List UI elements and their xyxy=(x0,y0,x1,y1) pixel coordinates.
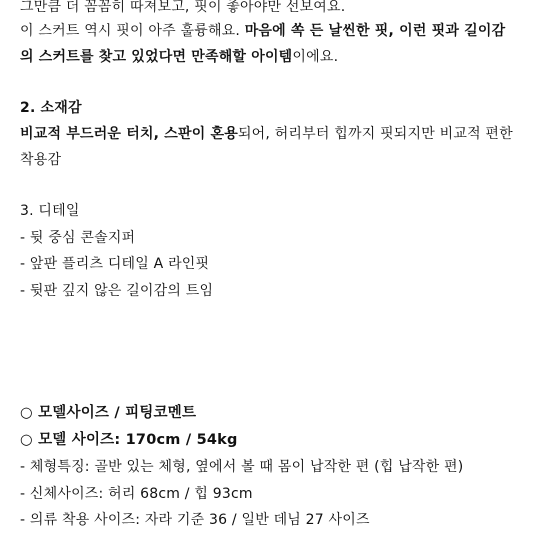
section3-heading: 3. 디테일 xyxy=(20,203,80,219)
detail-item: - 뒷판 깊지 않은 길이감의 트임 xyxy=(20,283,214,299)
section2-text-1b: 되어, 허리부터 힙까지 핏되지만 비교적 편한 xyxy=(237,126,513,142)
intro-line-2 xyxy=(20,21,505,41)
intro-line-3 xyxy=(20,47,338,67)
intro-line-1 xyxy=(20,0,345,17)
detail-item: - 뒷 중심 콘솔지퍼 xyxy=(20,230,136,246)
model-size: ○ 모델 사이즈: 170cm / 54kg xyxy=(20,432,238,448)
model-section-title: ○ 모델사이즈 / 피팅코멘트 xyxy=(20,405,197,421)
section2-text-1a-bold: 비교적 부드러운 터치, 스판이 혼용 xyxy=(20,126,238,142)
intro-text-3b: 이에요. xyxy=(292,49,339,65)
model-detail: - 의류 착용 사이즈: 자라 기준 36 / 일반 데님 27 사이즈 xyxy=(20,512,370,528)
model-detail: - 체형특징: 골반 있는 체형, 옆에서 볼 때 몸이 납작한 편 (힙 납작한 편) xyxy=(20,459,464,475)
detail-item: - 앞판 플리츠 디테일 A 라인핏 xyxy=(20,256,210,272)
section2-heading: 2. 소재감 xyxy=(20,100,82,116)
intro-text-2b-bold: 마음에 쏙 든 날씬한 핏, 이런 핏과 길이감 xyxy=(244,23,506,39)
intro-text-2a: 이 스커트 역시 핏이 아주 훌륭해요. xyxy=(20,23,245,39)
section2-line-1 xyxy=(20,124,513,144)
intro-text-3a-bold: 의 스커트를 찾고 있었다면 만족해할 아이템 xyxy=(20,49,293,65)
section2-line-2: 착용감 xyxy=(20,152,62,168)
model-detail: - 신체사이즈: 허리 68cm / 힙 93cm xyxy=(20,486,253,502)
intro-text-1: 그만큼 더 꼼꼼히 따져보고, 핏이 좋아야만 선보여요. xyxy=(20,0,346,15)
